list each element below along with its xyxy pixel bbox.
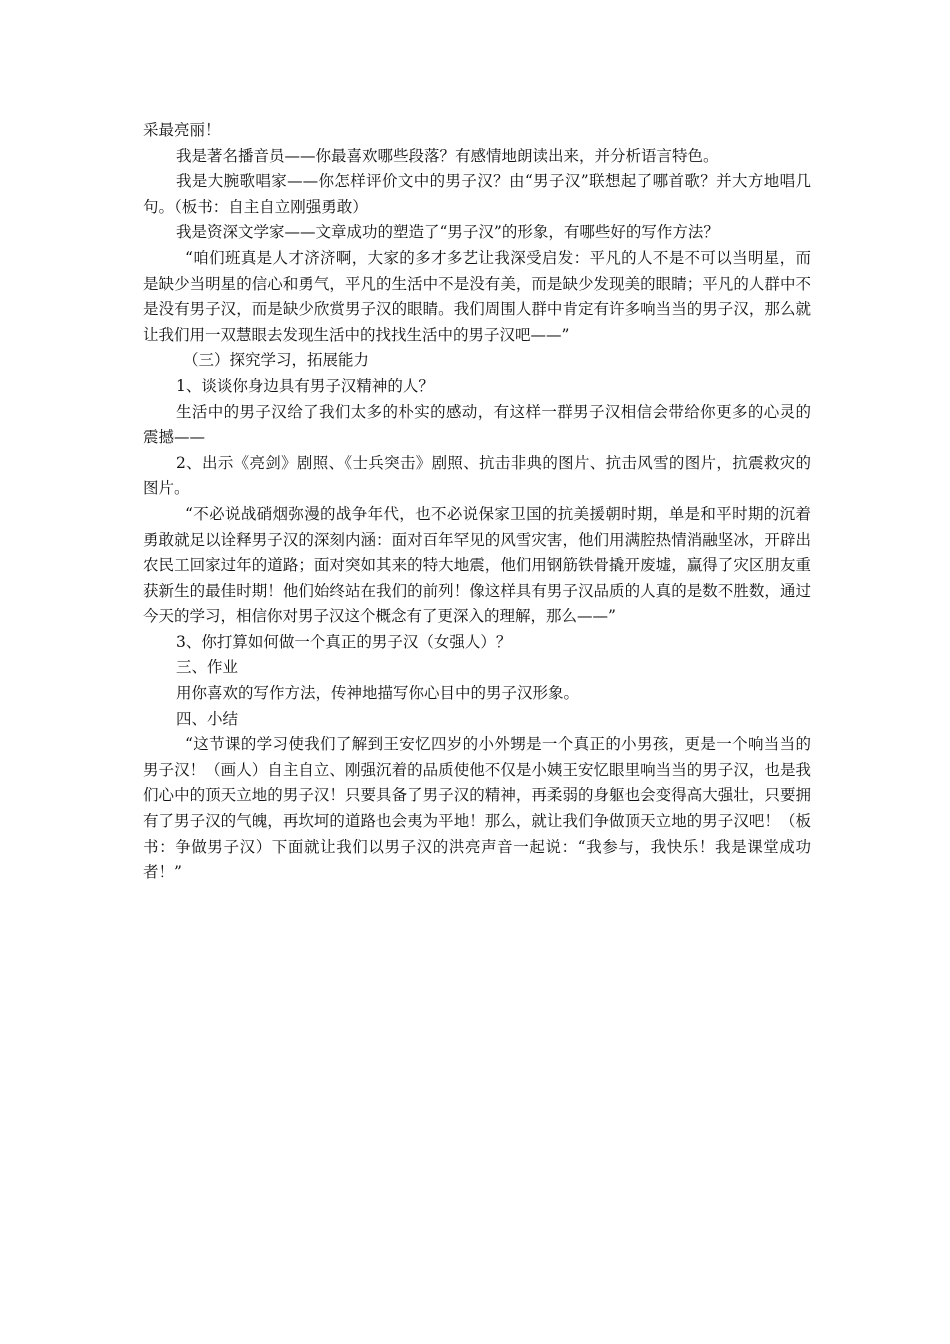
paragraph-announcer-role: 我是著名播音员——你最喜欢哪些段落？有感情地朗读出来，并分析语言特色。 — [176, 146, 719, 165]
paragraph-continuation: 采最亮丽！ — [143, 121, 221, 139]
paragraph-item-2: 2、出示《亮剑》剧照、《士兵突击》剧照、抗击非典的图片、抗击风雪的图片，抗震救灾的图片。 — [143, 453, 811, 498]
section-heading-explore: （三）探究学习，拓展能力 — [183, 351, 370, 370]
paragraph-question-1: 1、谈谈你身边具有男子汉精神的人？ — [176, 376, 434, 395]
paragraph-transition: 生活中的男子汉给了我们太多的朴实的感动，有这样一群男子汉相信会带给你更多的心灵的震撼—— — [143, 402, 811, 447]
paragraph-singer-role: 我是大腕歌唱家——你怎样评价文中的男子汉？由“男子汉”联想起了哪首歌？并大方地唱几句。（板书：自主自立刚强勇敢） — [143, 172, 811, 216]
paragraph-teacher-quote-2: “不必说战硝烟弥漫的战争年代，也不必说保家卫国的抗美援朝时期，单是和平时期的沉着勇敢就足以诠释男子汉的深刻内涵：面对百年罕见的风雪灾害，他们用满腔热情消融坚冰，开辟出农民工回家过年的道路；面对突如其来的特大地震，他们用钢筋铁骨撬开废墟，赢得了灾区朋友重获新生的最佳时期！他们始终站在我们的前列！像这样具有男子汉品质的人真的是数不胜数，通过今天的学习，相信你对男子汉这个概念有了更深入的理解，那么——” — [143, 504, 811, 626]
document-body — [143, 118, 811, 886]
paragraph-question-3: 3、你打算如何做一个真正的男子汉（女强人）？ — [176, 632, 512, 651]
section-heading-summary: 四、小结 — [176, 709, 239, 728]
paragraph-teacher-quote-1: “咱们班真是人才济济啊，大家的多才多艺让我深受启发：平凡的人不是不可以当明星，而是缺少当明星的信心和勇气，平凡的生活中不是没有美，而是缺少发现美的眼睛；平凡的人群中不是没有男子汉，而是缺少欣赏男子汉的眼睛。我们周围人群中肯定有许多响当当的男子汉，那么就让我们用一双慧眼去发现生活中的找找生活中的男子汉吧——” — [143, 248, 811, 344]
section-heading-homework: 三、作业 — [176, 658, 239, 677]
paragraph-summary-quote: “这节课的学习使我们了解到王安忆四岁的小外甥是一个真正的小男孩，更是一个响当当的男子汉！（画人）自主自立、刚强沉着的品质使他不仅是小姨王安忆眼里响当当的男子汉，也是我们心中的顶天立地的男子汉！只要具备了男子汉的精神，再柔弱的身躯也会变得高大强壮，只要拥有了男子汉的气魄，再坎坷的道路也会夷为平地！那么，就让我们争做顶天立地的男子汉吧！（板书：争做男子汉）下面就让我们以男子汉的洪亮声音一起说：“我参与，我快乐！我是课堂成功者！” — [143, 735, 811, 882]
paragraph-homework: 用你喜欢的写作方法，传神地描写你心目中的男子汉形象。 — [176, 684, 580, 703]
paragraph-writer-role: 我是资深文学家——文章成功的塑造了“男子汉”的形象，有哪些好的写作方法？ — [176, 223, 719, 242]
